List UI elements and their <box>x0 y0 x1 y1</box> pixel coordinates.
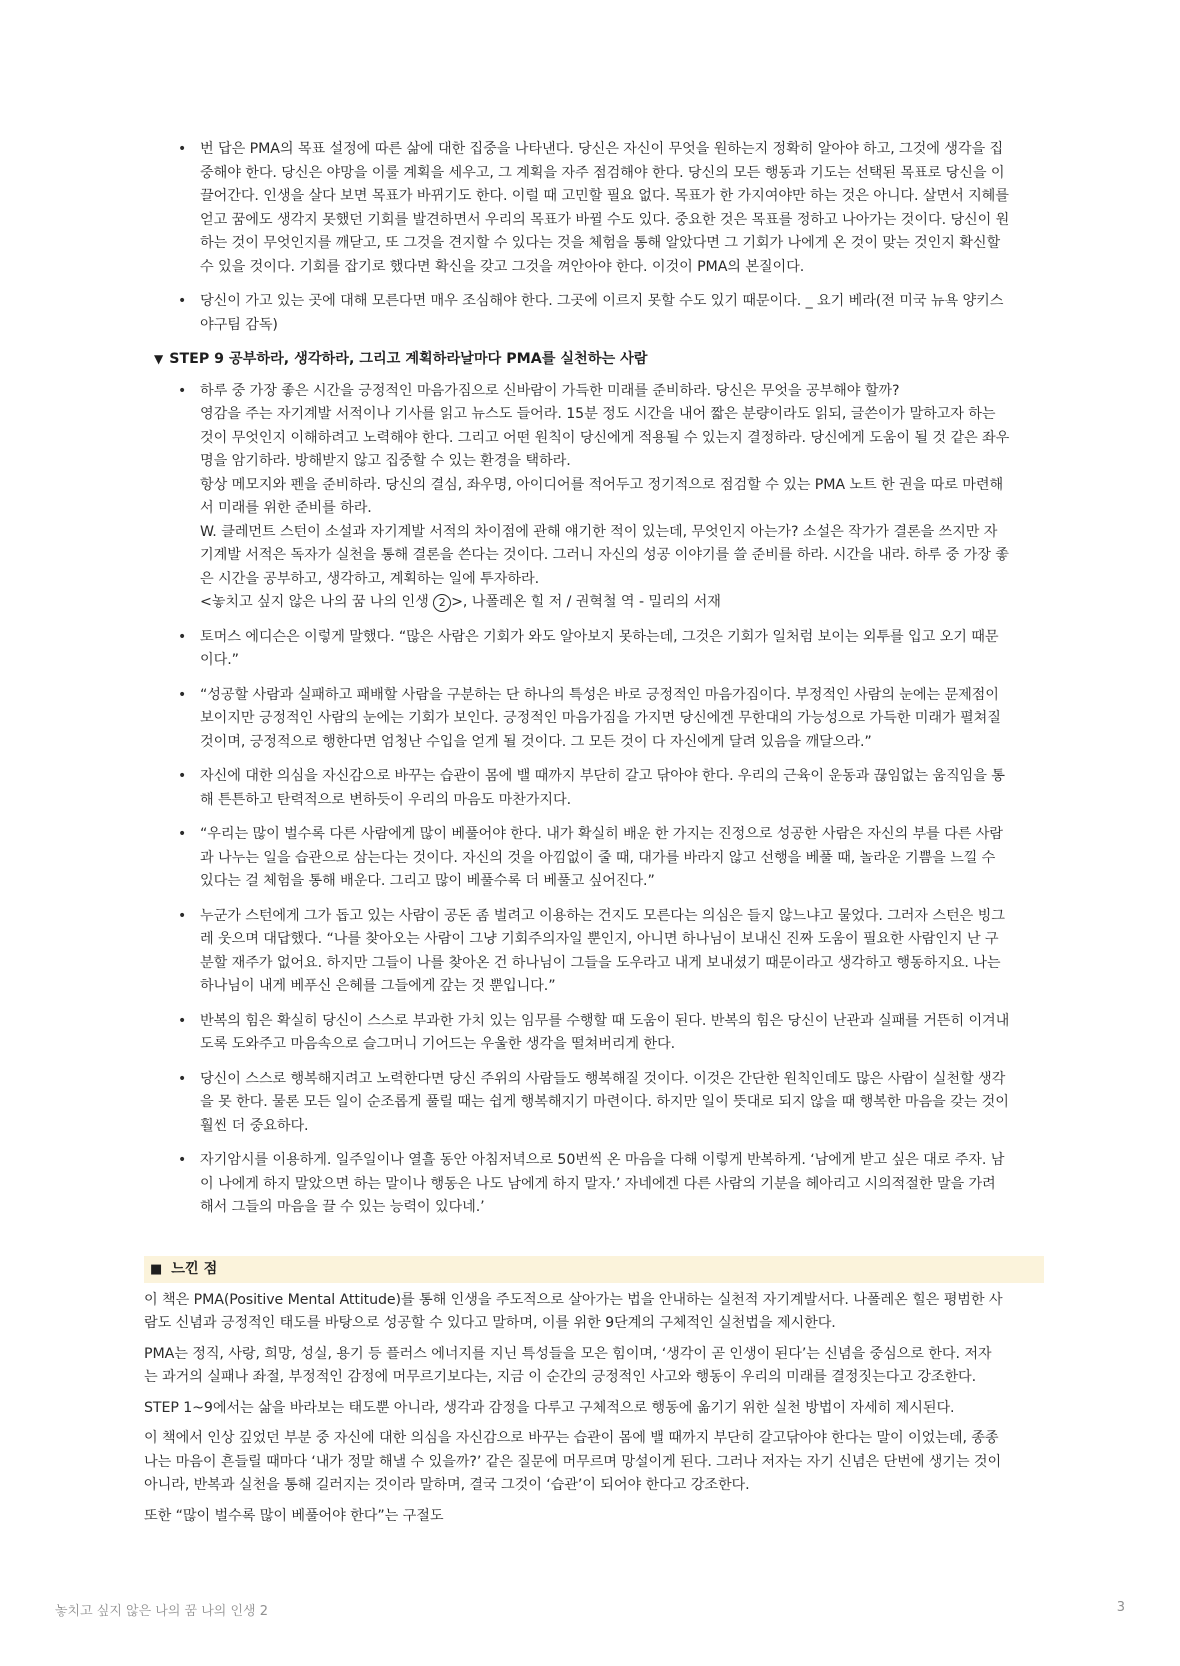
text-line: 과 나누는 일을 습관으로 삼는다는 것이다. 자신의 것을 아낌없이 줄 때, 대가를 바라지 않고 선행을 베풀 때, 놀라운 기쁨을 느낄 수 <box>200 849 996 866</box>
text-line: • 누군가 스턴에게 그가 돕고 있는 사람이 공돈 좀 벌려고 이용하는 건지도 모른다는 의심은 들지 않느냐고 물었다. 그러자 스턴은 빙그 <box>200 907 1005 924</box>
list-item <box>144 765 1044 812</box>
book-citation: <놓치고 싶지 않은 나의 꿈 나의 인생 2 >, 나폴레온 힐 저 / 권혁철 역 - 밀리의 서재 <box>200 594 721 610</box>
toggle-triangle-icon[interactable]: ▼ <box>154 352 164 366</box>
text-line: 해서 그들의 마음을 끌 수 있는 능력이 있다네.’ <box>200 1199 485 1215</box>
step9-title: STEP 9 공부하라, 생각하라, 그리고 계획하라날마다 PMA를 실천하는 사람 <box>169 351 648 367</box>
text-line: 는 과거의 실패나 좌절, 부정적인 감정에 머무르기보다는, 지금 이 순간의 긍정적인 사고와 행동이 우리의 미래를 결정짓는다고 강조한다. <box>144 1369 977 1385</box>
text-line: • 반복의 힘은 확실히 당신이 스스로 부과한 가치 있는 임무를 수행할 때 도움이 된다. 반복의 힘은 당신이 난관과 실패를 거뜬히 이겨내 <box>200 1012 1010 1029</box>
list-item <box>144 138 1044 279</box>
paragraph <box>144 1505 1044 1529</box>
text-line: 명을 암기하라. 방해받지 않고 집중할 수 있는 환경을 택하라. <box>200 453 571 469</box>
text-line: 수 있을 것이다. 기회를 잡기로 했다면 확신을 갖고 그것을 껴안아야 한다. 이것이 PMA의 본질이다. <box>200 258 805 275</box>
text-line: 중해야 한다. 당신은 야망을 이룰 계획을 세우고, 그 계획을 자주 점검해야 한다. 당신의 모든 행동과 기도는 선택된 목표로 당신을 이 <box>200 164 1005 181</box>
text-line: 끌어간다. 인생을 살다 보면 목표가 바뀌기도 한다. 이럴 때 고민할 필요 없다. 목표가 한 가지여야만 하는 것은 아니다. 살면서 지혜를 <box>200 188 1009 204</box>
text-line: • 당신이 가고 있는 곳에 대해 모른다면 매우 조심해야 한다. 그곳에 이르지 못할 수도 있기 때문이다. _ 요기 베라(전 미국 뉴욕 양키스 <box>200 293 1004 309</box>
text-line: 이 책은 PMA(Positive Mental Attitude)를 통해 인생을 주도적으로 살아가는 법을 안내하는 실천적 자기계발서다. 나폴레온 힐은 평범한 사 <box>144 1291 1003 1308</box>
text-line: 얻고 꿈에도 생각지 못했던 기회를 발견하면서 우리의 목표가 바뀔 수도 있다. 중요한 것은 목표를 정하고 나아가는 것이다. 당신이 원 <box>200 211 1010 228</box>
list-item <box>144 1010 1044 1057</box>
text-line: 것이며, 긍정적으로 행한다면 엄청난 수입을 얻게 될 것이다. 그 모든 것이 다 자신에게 달려 있음을 깨달으라.” <box>200 733 872 750</box>
text-line: 보이지만 긍정적인 사람의 눈에는 기회가 보인다. 긍정적인 마음가짐을 가지면 당신에겐 무한대의 가능성으로 가득한 미래가 펼쳐질 <box>200 710 1001 726</box>
text-line: • 번 답은 PMA의 목표 설정에 따른 삶에 대한 집중을 나타낸다. 당신은 자신이 무엇을 원하는지 정확히 알아야 하고, 그것에 생각을 집 <box>200 141 1004 157</box>
text-line: • 자신에 대한 의심을 자신감으로 바꾸는 습관이 몸에 밸 때까지 부단히 갈고 닦아야 한다. 우리의 근육이 운동과 끊임없는 움직임을 통 <box>200 768 1005 784</box>
section-heading <box>144 1256 1044 1283</box>
section-title: 느낀 점 <box>171 1260 218 1277</box>
page-footer <box>55 1600 1125 1619</box>
text-line: 은 시간을 공부하고, 생각하고, 계획하는 일에 투자하라. <box>200 570 540 587</box>
text-line: 이 책에서 인상 깊었던 부분 중 자신에 대한 의심을 자신감으로 바꾸는 습관이 몸에 밸 때까지 부단히 갈고닦아야 한다는 말이 이었는데, 종종 <box>144 1430 999 1446</box>
list-item <box>144 380 1044 615</box>
paragraph <box>144 1343 1044 1390</box>
list-item <box>144 290 1044 337</box>
list-item <box>144 1068 1044 1139</box>
text-line: 서 미래를 위한 준비를 하라. <box>200 500 372 516</box>
list-item <box>144 823 1044 894</box>
step9-heading[interactable] <box>154 348 1044 372</box>
text-line: 하나님이 내게 베푸신 은혜를 그들에게 갚는 것 뿐입니다.” <box>200 978 556 994</box>
text-line: 나는 마음이 흔들릴 때마다 ‘내가 정말 해낼 수 있을까?’ 같은 질문에 머무르며 망설이게 된다. 그러나 저자는 자기 신념은 단번에 생기는 것이 <box>144 1453 1002 1470</box>
reflection-body <box>144 1289 1044 1529</box>
text-line: 영감을 주는 자기계발 서적이나 기사를 읽고 뉴스도 들어라. 15분 정도 시간을 내어 짧은 분량이라도 읽되, 글쓴이가 말하고자 하는 <box>200 406 996 422</box>
text-line: • 토머스 에디슨은 이렇게 말했다. “많은 사람은 기회가 와도 알아보지 못하는데, 그것은 기회가 일처럼 보이는 외투를 입고 오기 때문 <box>200 628 999 645</box>
text-line: 것이 무엇인지 이해하려고 노력해야 한다. 그리고 어떤 원칙이 당신에게 적용될 수 있는지 결정하라. 당신에게 도움이 될 것 같은 좌우 <box>200 429 1010 446</box>
document-page <box>144 138 1044 1535</box>
text-line: 이다.” <box>200 652 239 668</box>
paragraph <box>144 1397 1044 1421</box>
paragraph <box>144 1289 1044 1336</box>
text-line: 해 튼튼하고 탄력적으로 변하듯이 우리의 마음도 마찬가지다. <box>200 791 571 808</box>
text-line: 기계발 서적은 독자가 실천을 통해 결론을 쓴다는 것이다. 그러니 자신의 성공 이야기를 쓸 준비를 하라. 시간을 내라. 하루 중 가장 좋 <box>200 547 1009 563</box>
text-line: 레 웃으며 대답했다. “나를 찾아오는 사람이 그냥 기회주의자일 뿐인지, 아니면 하나님이 보내신 진짜 도움이 필요한 사람인지 난 구 <box>200 931 999 947</box>
text-line: 람도 신념과 긍정적인 태도를 바탕으로 성공할 수 있다고 말하며, 이를 위한 9단계의 구체적인 실천법을 제시한다. <box>144 1315 836 1331</box>
text-line: 또한 “많이 벌수록 많이 베풀어야 한다”는 구절도 <box>144 1507 444 1524</box>
list-item <box>144 684 1044 755</box>
text-line: • 하루 중 가장 좋은 시간을 긍정적인 마음가짐으로 신바람이 가득한 미래를 준비하라. 당신은 무엇을 공부해야 할까? <box>200 382 900 399</box>
list-item <box>144 1149 1044 1220</box>
page-number: 3 <box>1116 1600 1125 1615</box>
square-marker-icon: ■ <box>150 1261 163 1277</box>
text-line: 도록 도와주고 마음속으로 슬그머니 기어드는 우울한 생각을 떨쳐버리게 한다. <box>200 1036 676 1052</box>
text-line: PMA는 정직, 사랑, 희망, 성실, 용기 등 플러스 에너지를 지닌 특성들을 모은 힘이며, ‘생각이 곧 인생이 된다’는 신념을 중심으로 한다. 저자 <box>144 1345 992 1362</box>
text-line: 있다는 걸 체험을 통해 배운다. 그리고 많이 베풀수록 더 베풀고 싶어진다.” <box>200 873 655 889</box>
footer-title: 놓치고 싶지 않은 나의 꿈 나의 인생 2 <box>55 1604 269 1619</box>
paragraph <box>144 1427 1044 1498</box>
text-line: • “우리는 많이 벌수록 다른 사람에게 많이 베풀어야 한다. 내가 확실히 배운 한 가지는 진정으로 성공한 사람은 자신의 부를 다른 사람 <box>200 826 1003 842</box>
text-line: • 자기암시를 이용하게. 일주일이나 열흘 동안 아침저녁으로 50번씩 온 마음을 다해 이렇게 반복하게. ‘남에게 받고 싶은 대로 주자. 남 <box>200 1152 1005 1168</box>
text-line: 이 나에게 하지 말았으면 하는 말이나 행동은 나도 남에게 하지 말자.’ 자네에겐 다른 사람의 기분을 헤아리고 시의적절한 말을 가려 <box>200 1175 996 1192</box>
text-line: 을 못 한다. 물론 모든 일이 순조롭게 풀릴 때는 쉽게 행복해지기 마련이다. 하지만 일이 뜻대로 되지 않을 때 행복한 마음을 갖는 것이 <box>200 1094 1009 1110</box>
text-line: STEP 1~9에서는 삶을 바라보는 태도뿐 아니라, 생각과 감정을 다루고 구체적으로 행동에 옮기기 위한 실천 방법이 자세히 제시된다. <box>144 1399 955 1416</box>
text-line: 항상 메모지와 펜을 준비하라. 당신의 결심, 좌우명, 아이디어를 적어두고 정기적으로 점검할 수 있는 PMA 노트 한 권을 따로 마련해 <box>200 476 1004 493</box>
text-line: W. 클레먼트 스턴이 소설과 자기계발 서적의 차이점에 관해 얘기한 적이 있는데, 무엇인지 아는가? 소설은 작가가 결론을 쓰지만 자 <box>200 523 998 540</box>
circled-number: 2 <box>433 594 451 612</box>
text-line: • 당신이 스스로 행복해지려고 노력한다면 당신 주위의 사람들도 행복해질 것이다. 이것은 간단한 원칙인데도 많은 사람이 실천할 생각 <box>200 1070 1006 1087</box>
bullet-list-step9 <box>144 380 1044 1220</box>
text-line: 훨씬 더 중요하다. <box>200 1117 309 1134</box>
list-item <box>144 905 1044 999</box>
text-line: 아니라, 반복과 실천을 통해 길러지는 것이라 말하며, 결국 그것이 ‘습관’이 되어야 한다고 강조한다. <box>144 1477 750 1493</box>
text-line: • “성공할 사람과 실패하고 패배할 사람을 구분하는 단 하나의 특성은 바로 긍정적인 마음가짐이다. 부정적인 사람의 눈에는 문제점이 <box>200 686 999 703</box>
text-line: 분할 재주가 없어요. 하지만 그들이 나를 찾아온 건 하나님이 그들을 도우라고 내게 보내셨기 때문이라고 생각하고 행동하지요. 나는 <box>200 954 1001 971</box>
text-line: 야구팀 감독) <box>200 316 278 333</box>
list-item <box>144 626 1044 673</box>
bullet-list-top <box>144 138 1044 337</box>
text-line: 하는 것이 무엇인지를 깨닫고, 또 그것을 견지할 수 있다는 것을 체험을 통해 알았다면 그 기회가 나에게 온 것이 맞는 것인지 확신할 <box>200 235 1001 251</box>
